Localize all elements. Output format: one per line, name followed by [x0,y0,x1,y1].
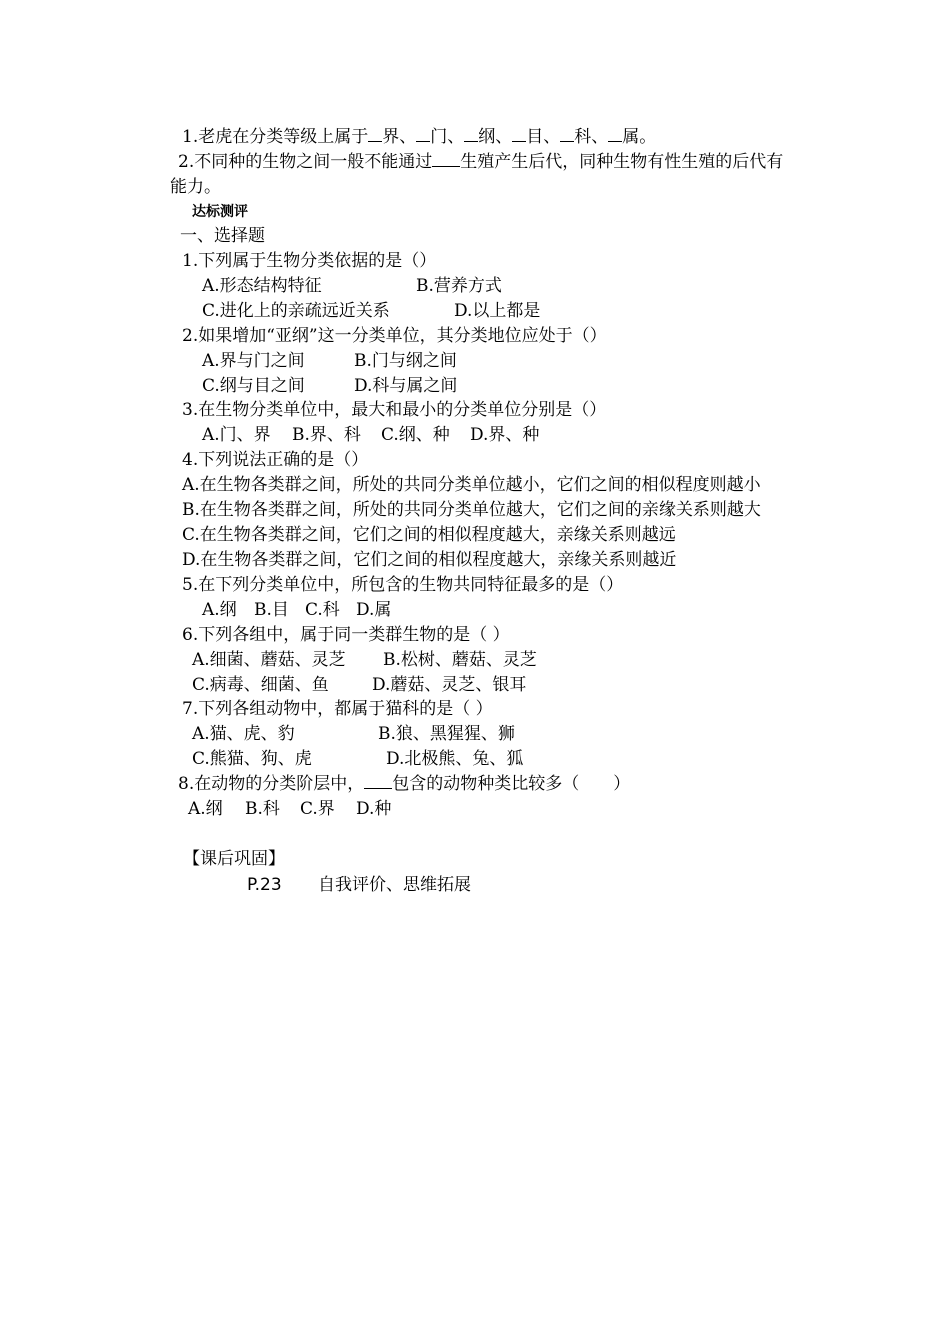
fill-blank [560,127,574,142]
fill-blank [432,152,460,167]
question-1-option-c: C.进化上的亲疏远近关系 [202,301,390,321]
question-5-option-d: D.属 [356,600,392,620]
part-title: 一、选择题 [180,226,265,246]
fill-blank [416,127,430,142]
intro-question-2-continued [170,176,221,198]
question-6-option-d: D.蘑菇、灵芝、银耳 [372,675,527,695]
question-1-option-b: B.营养方式 [416,276,502,296]
question-4-option-b: B.在生物各类群之间，所处的共同分类单位越大，它们之间的亲缘关系则越大 [182,500,761,520]
section-title: 达标测评 [192,204,248,220]
text: 2.不同种的生物之间一般不能通过 [178,152,433,172]
question-1-option-d: D.以上都是 [454,301,541,321]
question-7-option-d: D.北极熊、兔、狐 [386,749,524,769]
question-5-option-c: C.科 [305,600,340,620]
question-8-option-c: C.界 [300,799,335,819]
text: 纲、 [478,127,513,147]
text: 1.老虎在分类等级上属于 [182,127,369,147]
question-5: 5.在下列分类单位中，所包含的生物共同特征最多的是（） [182,575,624,595]
text: 科、 [574,127,609,147]
question-3-option-b: B.界、科 [292,425,361,445]
question-3: 3.在生物分类单位中，最大和最小的分类单位分别是（） [182,400,607,420]
question-2-option-b: B.门与纲之间 [354,351,457,371]
question-2: 2.如果增加“亚纲”这一分类单位，其分类地位应处于（） [182,326,607,346]
question-7-option-a: A.猫、虎、豹 [192,724,295,744]
question-8-option-b: B.科 [245,799,280,819]
question-7-option-b: B.狼、黑猩猩、狮 [378,724,515,744]
question-4-option-a: A.在生物各类群之间，所处的共同分类单位越小，它们之间的相似程度则越小 [182,475,761,495]
question-4-option-d: D.在生物各类群之间，它们之间的相似程度越大，亲缘关系则越近 [182,550,677,570]
question-7: 7.下列各组动物中，都属于猫科的是（ ） [182,699,493,719]
text: 生殖产生后代，同种生物有性生殖的后代有 [460,152,784,172]
question-5-option-a: A.纲 [202,600,237,620]
after-class-title: 【课后巩固】 [183,849,285,869]
question-2-option-d: D.科与属之间 [354,376,458,396]
after-class-page-ref: P.23 [247,875,282,895]
text: 界、 [382,127,417,147]
fill-blank [368,127,382,142]
question-6-option-c: C.病毒、细菌、鱼 [192,675,329,695]
text: 门、 [430,127,465,147]
question-7-option-c: C.熊猫、狗、虎 [192,749,312,769]
question-8-option-a: A.纲 [188,799,223,819]
text: 属。 [622,127,657,147]
question-6: 6.下列各组中，属于同一类群生物的是（ ） [182,625,510,645]
question-6-option-b: B.松树、蘑菇、灵芝 [383,650,537,670]
fill-blank [364,774,392,789]
question-3-option-c: C.纲、种 [381,425,450,445]
text: 能力。 [170,177,221,197]
question-6-option-a: A.细菌、蘑菇、灵芝 [192,650,346,670]
fill-blank [608,127,622,142]
after-class-content: 自我评价、思维拓展 [318,875,471,895]
text: 8.在动物的分类阶层中， [178,774,365,794]
intro-question-2 [178,151,783,173]
question-2-option-c: C.纲与目之间 [202,376,305,396]
intro-question-1 [182,126,656,148]
fill-blank [464,127,478,142]
question-1-option-a: A.形态结构特征 [202,276,322,296]
question-5-option-b: B.目 [254,600,289,620]
question-4-option-c: C.在生物各类群之间，它们之间的相似程度越大，亲缘关系则越远 [182,525,676,545]
question-8-option-d: D.种 [356,799,392,819]
question-1: 1.下列属于生物分类依据的是（） [182,251,437,271]
question-3-option-d: D.界、种 [470,425,540,445]
text: 包含的动物种类比较多（ ） [392,774,631,794]
question-2-option-a: A.界与门之间 [202,351,305,371]
text: 目、 [526,127,561,147]
fill-blank [512,127,526,142]
question-3-option-a: A.门、界 [202,425,271,445]
question-8 [178,773,630,795]
question-4: 4.下列说法正确的是（） [182,450,369,470]
